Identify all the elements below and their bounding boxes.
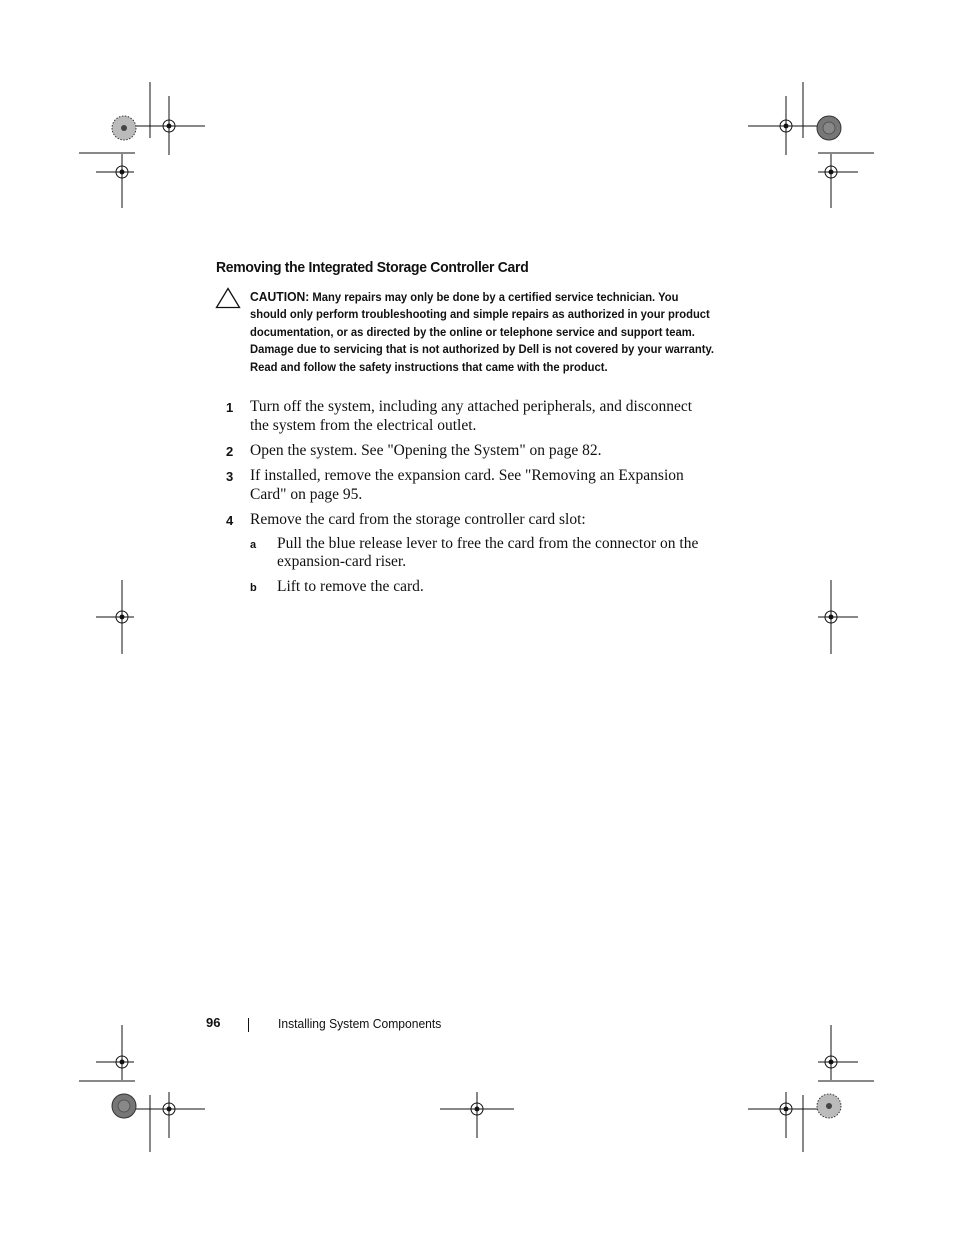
substep-line: Lift to remove the card. <box>277 578 424 595</box>
substep-text <box>277 578 717 596</box>
section-heading: Removing the Integrated Storage Controller Card <box>216 259 529 276</box>
step-line: If installed, remove the expansion card. See "Removing an Expansion <box>250 467 684 484</box>
step-text <box>250 510 720 529</box>
step-number: 3 <box>226 469 234 484</box>
step-line: Open the system. See "Opening the System" on page 82. <box>250 442 602 459</box>
substep-line: expansion-card riser. <box>277 553 407 570</box>
step-line: Card" on page 95. <box>250 486 363 503</box>
gray-target-icon <box>817 116 841 140</box>
starburst-target-icon <box>112 116 136 140</box>
substep-letter: b <box>250 582 257 594</box>
step-text <box>250 441 720 460</box>
step-line: Turn off the system, including any attached peripherals, and disconnect <box>250 398 693 415</box>
gray-target-icon <box>112 1094 136 1118</box>
step-number: 4 <box>226 513 234 528</box>
substep-letter: a <box>250 539 257 551</box>
footer-divider <box>248 1018 249 1032</box>
page-number: 96 <box>206 1015 221 1030</box>
caution-label: CAUTION: <box>250 289 310 304</box>
caution-icon <box>215 287 241 309</box>
step-line: the system from the electrical outlet. <box>250 417 477 434</box>
step-line: Remove the card from the storage controller card slot: <box>250 511 586 528</box>
caution-text: Many repairs may only be done by a certified service technician. You should only perform troubleshooting and simple repairs as authorized in your product documentation, or as directed by the online or telephone service and support team. Damage due to servicing that is not authorized by Dell is not covered by your warranty. Read and follow the safety instructions that came with the product. <box>250 290 714 374</box>
substep-line: Pull the blue release lever to free the card from the connector on the <box>277 535 699 552</box>
substep-text <box>277 535 717 571</box>
step-text <box>250 466 720 504</box>
step-text <box>250 397 720 435</box>
starburst-target-icon <box>817 1094 841 1118</box>
step-number: 1 <box>226 400 234 415</box>
footer-section-title: Installing System Components <box>278 1016 442 1031</box>
step-number: 2 <box>226 444 234 459</box>
caution-note <box>250 288 715 376</box>
